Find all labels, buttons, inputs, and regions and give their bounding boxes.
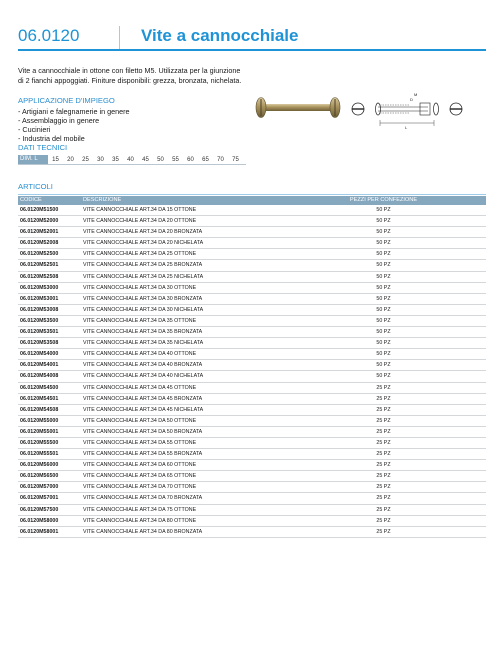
cell-pack: 25 PZ	[376, 462, 391, 469]
table-row	[18, 416, 486, 427]
cell-description: VITE CANNOCCHIALE ART.34 DA 20 OTTONE	[83, 218, 197, 225]
cell-pack: 50 PZ	[376, 262, 391, 269]
cell-code: 06.0120M57000	[20, 484, 59, 491]
table-row	[18, 394, 486, 405]
list-item: - Industria del mobile	[18, 134, 85, 143]
table-row	[18, 305, 486, 316]
header-divider	[119, 26, 120, 50]
dim-value: 75	[232, 156, 239, 163]
list-item: - Artigiani e falegnamerie in genere	[18, 107, 130, 116]
cell-code: 06.0120M52508	[20, 273, 59, 280]
cell-pack: 25 PZ	[376, 439, 391, 446]
cell-code: 06.0120M58001	[20, 528, 59, 535]
table-header	[18, 196, 486, 205]
cell-description: VITE CANNOCCHIALE ART.34 DA 35 OTTONE	[83, 317, 197, 324]
cell-code: 06.0120M54500	[20, 384, 59, 391]
dim-value: 55	[172, 156, 179, 163]
table-row	[18, 449, 486, 460]
dim-value: 20	[67, 156, 74, 163]
cell-code: 06.0120M54508	[20, 406, 59, 413]
cell-description: VITE CANNOCCHIALE ART.34 DA 20 NICHELATA	[83, 240, 204, 247]
table-row	[18, 272, 486, 283]
cell-code: 06.0120M57500	[20, 506, 59, 513]
articles-table	[18, 196, 486, 538]
header-rule	[18, 49, 486, 51]
table-row	[18, 260, 486, 271]
cell-pack: 50 PZ	[376, 273, 391, 280]
table-row	[18, 383, 486, 394]
product-description: Vite a cannocchiale in ottone con filetto M5. Utilizzata per la giunzione di 2 fianchi appoggiati. Finiture disponibili: grezza, bronzata, nichelata.	[18, 66, 242, 85]
cell-description: VITE CANNOCCHIALE ART.34 DA 40 BRONZATA	[83, 362, 203, 369]
table-row	[18, 294, 486, 305]
cell-description: VITE CANNOCCHIALE ART.34 DA 45 BRONZATA	[83, 395, 203, 402]
cell-pack: 50 PZ	[376, 207, 391, 213]
cell-code: 06.0120M55501	[20, 451, 59, 458]
dim-value: 40	[127, 156, 134, 163]
table-row	[18, 493, 486, 504]
cell-code: 06.0120M58000	[20, 517, 59, 524]
table-row	[18, 338, 486, 349]
cell-description: VITE CANNOCCHIALE ART.34 DA 30 BRONZATA	[83, 295, 203, 302]
table-row	[18, 460, 486, 471]
cell-code: 06.0120M53008	[20, 306, 59, 313]
articles-rule	[18, 194, 486, 195]
table-row	[18, 249, 486, 260]
cell-code: 06.0120M52501	[20, 262, 59, 269]
dim-value: 35	[112, 156, 119, 163]
table-body	[18, 205, 486, 538]
table-row	[18, 516, 486, 527]
dim-value: 50	[157, 156, 164, 163]
cell-pack: 25 PZ	[376, 417, 391, 424]
cell-code: 06.0120M52000	[20, 218, 59, 225]
dim-value: 65	[202, 156, 209, 163]
cell-description: VITE CANNOCCHIALE ART.34 DA 70 BRONZATA	[83, 495, 203, 502]
cell-description: VITE CANNOCCHIALE ART.34 DA 15 OTTONE	[83, 207, 197, 213]
table-row	[18, 360, 486, 371]
cell-code: 06.0120M52500	[20, 251, 59, 258]
dim-label: DIM. L	[18, 155, 48, 164]
cell-description: VITE CANNOCCHIALE ART.34 DA 80 OTTONE	[83, 517, 197, 524]
cell-code: 06.0120M53508	[20, 340, 59, 347]
cell-code: 06.0120M54501	[20, 395, 59, 402]
cell-description: VITE CANNOCCHIALE ART.34 DA 55 BRONZATA	[83, 451, 203, 458]
cell-code: 06.0120M54001	[20, 362, 59, 369]
cell-pack: 50 PZ	[376, 362, 391, 369]
cell-pack: 50 PZ	[376, 329, 391, 336]
cell-description: VITE CANNOCCHIALE ART.34 DA 30 NICHELATA	[83, 306, 204, 313]
cell-description: VITE CANNOCCHIALE ART.34 DA 50 OTTONE	[83, 417, 197, 424]
cell-code: 06.0120M52008	[20, 240, 59, 247]
cell-pack: 25 PZ	[376, 395, 391, 402]
cell-code: 06.0120M53500	[20, 317, 59, 324]
cell-code: 06.0120M55001	[20, 428, 59, 435]
cell-description: VITE CANNOCCHIALE ART.34 DA 70 OTTONE	[83, 484, 197, 491]
cell-description: VITE CANNOCCHIALE ART.34 DA 30 OTTONE	[83, 284, 197, 291]
list-item: - Cucinieri	[18, 125, 51, 134]
drawing-label-l: L	[405, 125, 408, 130]
cell-description: VITE CANNOCCHIALE ART.34 DA 75 OTTONE	[83, 506, 197, 513]
drawing-label-d: D	[410, 97, 413, 102]
cell-pack: 25 PZ	[376, 484, 391, 491]
cell-code: 06.0120M51500	[20, 207, 59, 213]
table-row	[18, 327, 486, 338]
cell-description: VITE CANNOCCHIALE ART.34 DA 25 BRONZATA	[83, 262, 203, 269]
table-row	[18, 438, 486, 449]
dim-value: 30	[97, 156, 104, 163]
table-row	[18, 505, 486, 516]
technical-heading: DATI TECNICI	[18, 143, 68, 152]
cell-description: VITE CANNOCCHIALE ART.34 DA 35 BRONZATA	[83, 329, 203, 336]
table-row	[18, 227, 486, 238]
product-code: 06.0120	[18, 26, 80, 45]
dimensions-row	[18, 155, 243, 164]
table-row	[18, 349, 486, 360]
cell-description: VITE CANNOCCHIALE ART.34 DA 40 OTTONE	[83, 351, 197, 358]
cell-description: VITE CANNOCCHIALE ART.34 DA 25 NICHELATA	[83, 273, 204, 280]
cell-description: VITE CANNOCCHIALE ART.34 DA 25 OTTONE	[83, 251, 197, 258]
column-header-pack: PEZZI PER CONFEZIONE	[349, 197, 418, 203]
cell-pack: 25 PZ	[376, 495, 391, 502]
cell-pack: 25 PZ	[376, 451, 391, 458]
applications-list	[18, 107, 129, 143]
cell-pack: 25 PZ	[376, 506, 391, 513]
cell-code: 06.0120M56500	[20, 473, 59, 480]
cell-code: 06.0120M53501	[20, 329, 59, 336]
cell-code: 06.0120M54000	[20, 351, 59, 358]
cell-pack: 50 PZ	[376, 340, 391, 347]
dim-value: 15	[52, 156, 59, 163]
page-title: Vite a cannocchiale	[141, 26, 299, 45]
cell-description: VITE CANNOCCHIALE ART.34 DA 45 NICHELATA	[83, 406, 204, 413]
dim-value: 60	[187, 156, 194, 163]
technical-drawing	[350, 90, 470, 130]
table-row	[18, 316, 486, 327]
cell-description: VITE CANNOCCHIALE ART.34 DA 65 OTTONE	[83, 473, 197, 480]
table-row	[18, 482, 486, 493]
cell-pack: 50 PZ	[376, 229, 391, 236]
list-item: - Assemblaggio in genere	[18, 116, 100, 125]
cell-code: 06.0120M53001	[20, 295, 59, 302]
cell-pack: 50 PZ	[376, 240, 391, 247]
table-row	[18, 283, 486, 294]
cell-pack: 25 PZ	[376, 406, 391, 413]
cell-pack: 25 PZ	[376, 384, 391, 391]
cell-description: VITE CANNOCCHIALE ART.34 DA 50 BRONZATA	[83, 428, 203, 435]
cell-pack: 50 PZ	[376, 351, 391, 358]
drawing-label-m: M	[414, 92, 418, 97]
dim-value: 70	[217, 156, 224, 163]
cell-code: 06.0120M53000	[20, 284, 59, 291]
cell-pack: 50 PZ	[376, 306, 391, 313]
cell-description: VITE CANNOCCHIALE ART.34 DA 60 OTTONE	[83, 462, 197, 469]
dim-value: 25	[82, 156, 89, 163]
column-header-code: CODICE	[20, 197, 42, 203]
cell-code: 06.0120M57001	[20, 495, 59, 502]
table-row	[18, 238, 486, 249]
cell-pack: 50 PZ	[376, 295, 391, 302]
cell-description: VITE CANNOCCHIALE ART.34 DA 20 BRONZATA	[83, 229, 203, 236]
column-header-description: DESCRIZIONE	[83, 197, 122, 203]
cell-pack: 50 PZ	[376, 251, 391, 258]
cell-code: 06.0120M54008	[20, 373, 59, 380]
cell-description: VITE CANNOCCHIALE ART.34 DA 45 OTTONE	[83, 384, 197, 391]
cell-pack: 25 PZ	[376, 528, 391, 535]
table-row	[18, 471, 486, 482]
cell-pack: 50 PZ	[376, 284, 391, 291]
cell-code: 06.0120M52001	[20, 229, 59, 236]
table-row	[18, 216, 486, 227]
cell-pack: 25 PZ	[376, 428, 391, 435]
cell-code: 06.0120M56000	[20, 462, 59, 469]
cell-pack: 50 PZ	[376, 218, 391, 225]
table-row	[18, 205, 486, 216]
cell-code: 06.0120M55500	[20, 439, 59, 446]
cell-description: VITE CANNOCCHIALE ART.34 DA 80 BRONZATA	[83, 528, 203, 535]
table-row	[18, 405, 486, 416]
dim-value: 45	[142, 156, 149, 163]
cell-pack: 50 PZ	[376, 317, 391, 324]
cell-pack: 25 PZ	[376, 473, 391, 480]
screw-photo	[254, 95, 342, 120]
dimensions-underline	[18, 164, 246, 165]
page-header	[18, 26, 486, 50]
table-row	[18, 427, 486, 438]
cell-pack: 25 PZ	[376, 517, 391, 524]
table-row	[18, 371, 486, 382]
cell-code: 06.0120M55000	[20, 417, 59, 424]
table-row	[18, 527, 486, 538]
cell-pack: 50 PZ	[376, 373, 391, 380]
cell-description: VITE CANNOCCHIALE ART.34 DA 55 OTTONE	[83, 439, 197, 446]
cell-description: VITE CANNOCCHIALE ART.34 DA 40 NICHELATA	[83, 373, 204, 380]
cell-description: VITE CANNOCCHIALE ART.34 DA 35 NICHELATA	[83, 340, 204, 347]
applications-heading: APPLICAZIONE D'IMPIEGO	[18, 96, 115, 105]
articles-heading: ARTICOLI	[18, 182, 53, 191]
